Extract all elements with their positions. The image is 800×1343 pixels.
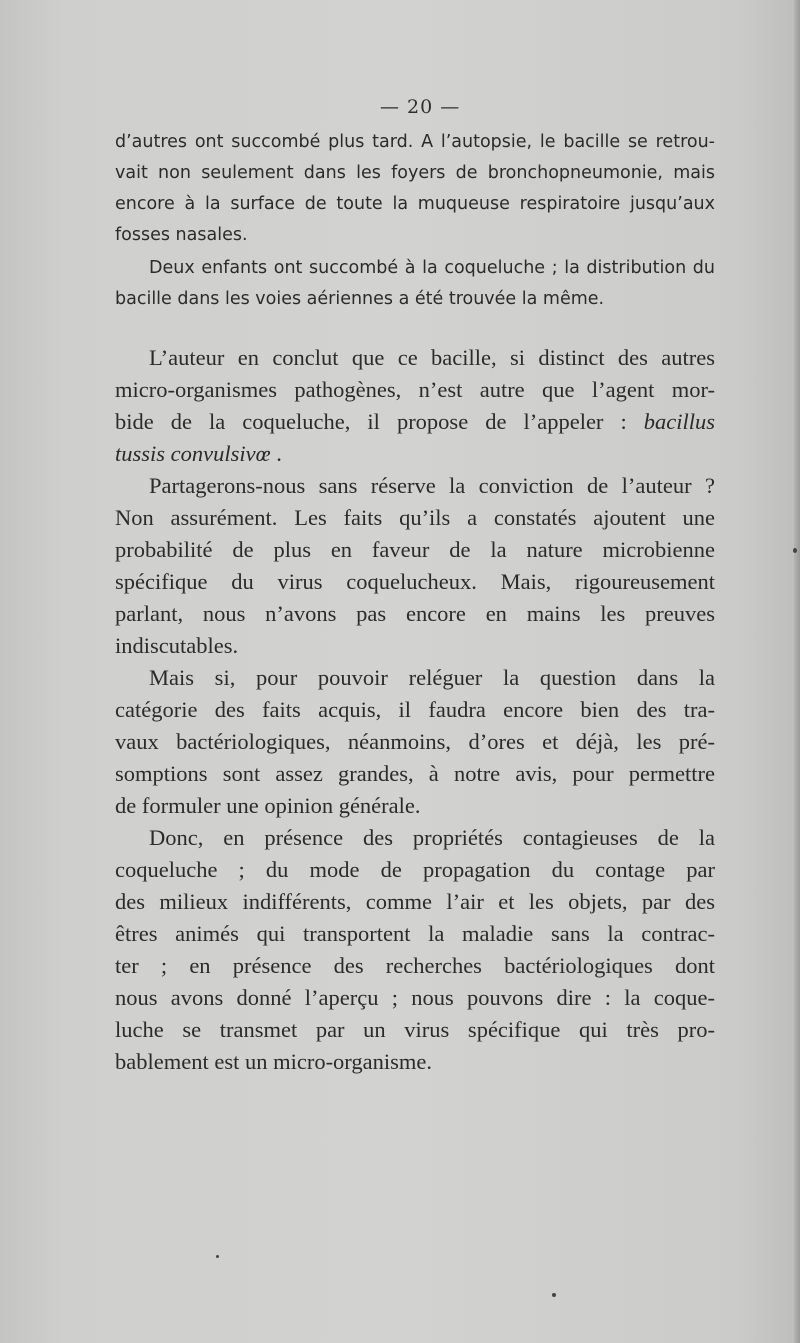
text-line: vaux bactériologiques, néanmoins, d’ores et déjà, les pré-	[115, 729, 715, 754]
text-line: catégorie des faits acquis, il faudra encore bien des tra-	[115, 697, 715, 722]
page-edge	[794, 0, 800, 1343]
text-line: êtres animés qui transportent la maladie sans la contrac-	[115, 921, 715, 946]
italic-term: bacillus	[643, 409, 715, 434]
paragraph-conclusion	[115, 342, 715, 470]
text-line: spécifique du virus coquelucheux. Mais, rigoureusement	[115, 569, 715, 594]
text-line: des milieux indifférents, comme l’air et les objets, par des	[115, 889, 715, 914]
text-line: Deux enfants ont succombé à la coqueluche ; la distribution du	[149, 258, 715, 278]
text-segment: bide de la coqueluche, il propose de l’appeler :	[115, 409, 627, 434]
text-line: encore à la surface de toute la muqueuse respiratoire jusqu’aux	[115, 194, 715, 214]
text-line: L’auteur en conclut que ce bacille, si distinct des autres	[149, 345, 715, 370]
scan-speck	[793, 548, 797, 553]
body-text	[115, 342, 715, 1078]
text-line: coqueluche ; du mode de propagation du contage par	[115, 857, 715, 882]
text-line: Donc, en présence des propriétés contagieuses de la	[149, 825, 715, 850]
paragraph-question	[115, 470, 715, 662]
text-line: nous avons donné l’aperçu ; nous pouvons dire : la coque-	[115, 985, 715, 1010]
text-line: Mais si, pour pouvoir reléguer la question dans la	[149, 665, 715, 690]
text-line: ter ; en présence des recherches bactériologiques dont	[115, 953, 715, 978]
text-line	[115, 406, 715, 438]
page-number: — 20 —	[380, 96, 461, 118]
text-line: luche se transmet par un virus spécifique qui très pro-	[115, 1017, 715, 1042]
italic-term: tussis convulsivœ	[115, 441, 271, 466]
text-line: bablement est un micro-organisme.	[115, 1049, 432, 1074]
text-line: Partagerons-nous sans réserve la conviction de l’auteur ?	[149, 473, 715, 498]
text-line: Non assurément. Les faits qu’ils a constatés ajoutent une	[115, 505, 715, 530]
text-line: somptions sont assez grandes, à notre avis, pour permettre	[115, 761, 715, 786]
text-segment: .	[276, 441, 282, 466]
scan-speck	[552, 1293, 556, 1297]
text-line: bacille dans les voies aériennes a été trouvée la même.	[115, 289, 605, 309]
text-line: micro-organismes pathogènes, n’est autre que l’agent mor-	[115, 377, 715, 402]
text-line: fosses nasales.	[115, 225, 248, 245]
scan-speck	[216, 1255, 219, 1258]
paragraph-conclusion-final	[115, 822, 715, 1078]
text-line: indiscutables.	[115, 633, 239, 658]
quoted-paragraph-2	[115, 253, 715, 315]
quoted-paragraph-1	[115, 127, 715, 251]
paragraph-presumptions	[115, 662, 715, 822]
text-line: vait non seulement dans les foyers de bronchopneumonie, mais	[115, 163, 715, 183]
text-line: parlant, nous n’avons pas encore en mains les preuves	[115, 601, 715, 626]
text-line: probabilité de plus en faveur de la nature microbienne	[115, 537, 715, 562]
text-line: d’autres ont succombé plus tard. A l’autopsie, le bacille se retrou-	[115, 132, 715, 152]
text-line	[115, 438, 715, 470]
text-line: de formuler une opinion générale.	[115, 793, 421, 818]
